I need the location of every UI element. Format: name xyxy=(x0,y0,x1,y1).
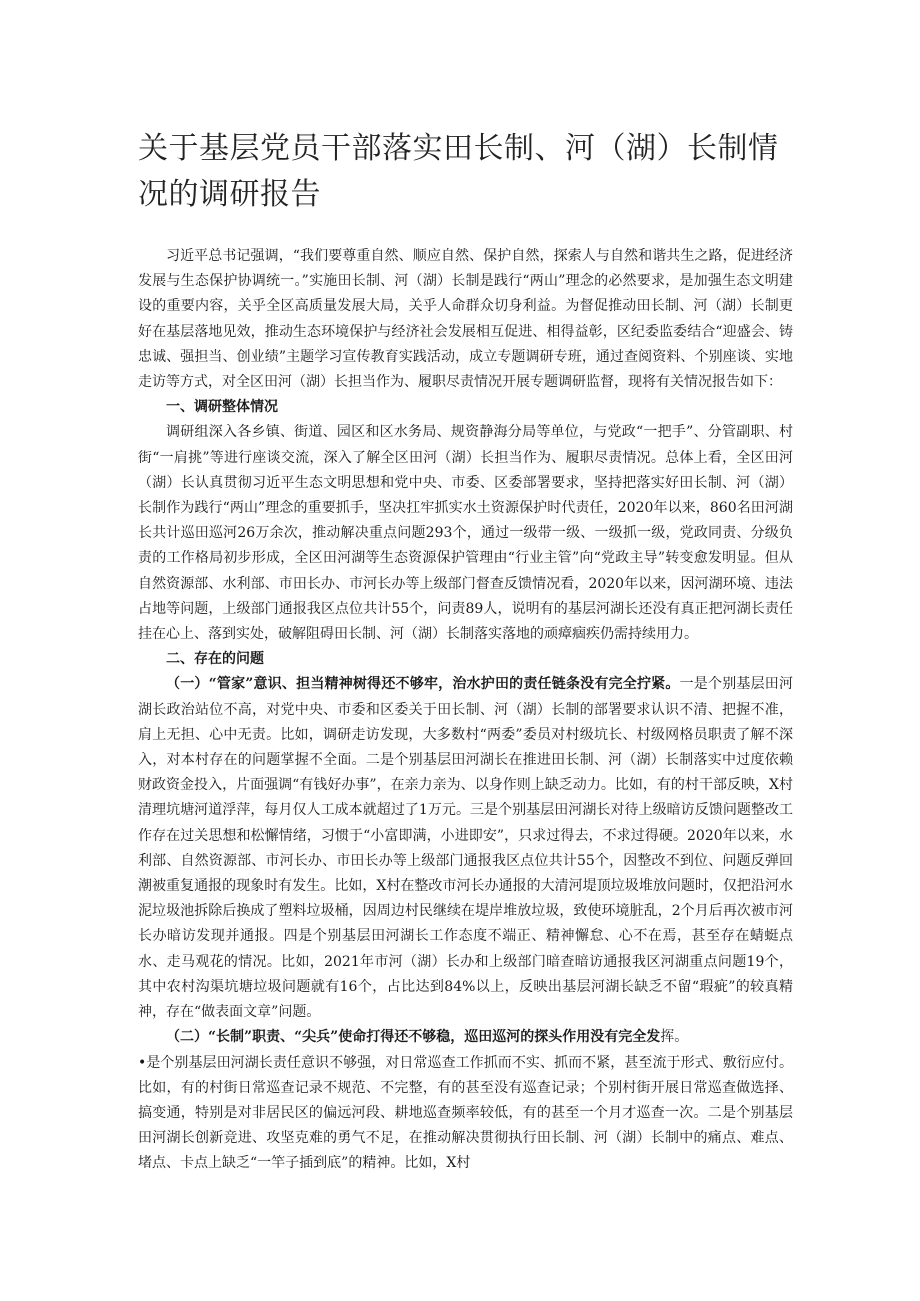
problem-1-body: 一是个别基层田河湖长政治站位不高，对党中央、市委和区委关于田长制、河（湖）长制的部署要求认识不清、把握不准，肩上无担、心中无责。比如，调研走访发现，大多数村“两委”委员对村级坑长、村级网格员职责了解不深入，对本村存在的问题掌握不全面。二是个别基层田河湖长在推进田长制、河（湖）长制落实中过度依赖财政资金投入，片面强调“有钱好办事”，在亲力亲为、以身作则上缺乏动力。比如，有的村干部反映，X村清理坑塘河道浮萍，每月仅人工成本就超过了1万元。三是个别基层田河湖长对待上级暗访反馈问题整改工作存在过关思想和松懈情绪，习惯于“小富即满，小进即安”，只求过得去，不求过得硬。2020年以来，水利部、自然资源部、市河长办、市田长办等上级部门通报我区点位共计55个，因整改不到位、问题反弹回潮被重复通报的现象时有发生。比如，X村在整改市河长办通报的大清河堤顶垃圾堆放问题时，仅把沿河水泥垃圾池拆除后换成了塑料垃圾桶，因周边村民继续在堤岸堆放垃圾，致使环境脏乱，2个月后再次被市河长办暗访发现并通报。四是个别基层田河湖长工作态度不端正、精神懈怠、心不在焉，甚至存在蜻蜓点水、走马观花的情况。比如，2021年市河（湖）长办和上级部门暗查暗访通报我区河湖重点问题19个，其中农村沟渠坑塘垃圾问题就有16个，占比达到84%以上，反映出基层河湖长缺乏不留“瑕疵”的较真精神，存在“做表面文章”问题。 xyxy=(138,676,794,1021)
overview-paragraph: 调研组深入各乡镇、街道、园区和区水务局、规资静海分局等单位，与党政“一把手”、分管副职、村街“一肩挑”等进行座谈交流，深入了解全区田河（湖）长担当作为、履职尽责情况。总体上看，全区田河（湖）长认真贯彻习近平生态文明思想和党中央、市委、区委部署要求，坚持把落实好田长制、河（湖）长制作为践行“两山”理念的重要抓手，坚决扛牢抓实水土资源保护时代责任，2020年以来，860名田河湖长共计巡田巡河26万余次，推动解决重点问题293个，通过一级带一级、一级抓一级，党政同责、分级负责的工作格局初步形成，全区田河湖等生态资源保护管理由“行业主管”向“党政主导”转变愈发明显。但从自然资源部、水利部、市田长办、市河长办等上级部门督查反馈情况看，2020年以来，因河湖环境、违法占地等问题，上级部门通报我区点位共计55个，问责89人，说明有的基层河湖长还没有真正把河湖长责任挂在心上、落到实处，破解阻碍田长制、河（湖）长制落实落地的顽瘴痼疾仍需持续用力。 xyxy=(138,424,793,643)
problem-2-lead-tail: 挥。 xyxy=(660,1029,689,1046)
section-heading-problems: 二、存在的问题 xyxy=(166,651,264,668)
problem-1-lead: （一）“管家”意识、担当精神树得还不够牢，治水护田的责任链条没有完全拧紧。 xyxy=(166,676,680,693)
problem-1-paragraph xyxy=(138,672,793,1025)
document-page xyxy=(138,126,793,1177)
problem-2-body: •是个别基层田河湖长责任意识不够强，对日常巡查工作抓而不实、抓而不紧，甚至流于形式、敷衍应付。比如，有的村街日常巡查记录不规范、不完整，有的甚至没有巡查记录；个别村街开展日常巡查做选择、搞变通，特别是对非居民区的偏远河段、耕地巡查频率较低，有的甚至一个月才巡查一次。二是个别基层田河湖长创新竞进、攻坚克难的勇气不足，在推动解决贯彻执行田长制、河（湖）长制中的痛点、难点、堵点、卡点上缺乏“一竿子插到底”的精神。比如，X村 xyxy=(138,1054,793,1172)
problem-2-lead: （二）“长制”职责、“尖兵”使命打得还不够稳，巡田巡河的探头作用没有完全发 xyxy=(166,1029,661,1046)
document-title: 关于基层党员干部落实田长制、河（湖）长制情况的调研报告 xyxy=(138,131,779,212)
section-heading-overview: 一、调研整体情况 xyxy=(166,399,278,416)
intro-paragraph: 习近平总书记强调，“我们要尊重自然、顺应自然、保护自然，探索人与自然和谐共生之路，促进经济发展与生态保护协调统一。”实施田长制、河（湖）长制是践行“两山”理念的必然要求，是加强生态文明建设的重要内容，关乎全区高质量发展大局，关乎人命群众切身利益。为督促推动田长制、河（湖）长制更好在基层落地见效，推动生态环境保护与经济社会发展相互促进、相得益彰，区纪委监委结合“迎盛会、铸忠诚、强担当、创业绩”主题学习宣传教育实践活动，成立专题调研专班，通过查阅资料、个别座谈、实地走访等方式，对全区田河（湖）长担当作为、履职尽责情况开展专题调研监督，现将有关情况报告如下： xyxy=(138,248,793,391)
problem-2-lead-paragraph xyxy=(138,1025,793,1050)
